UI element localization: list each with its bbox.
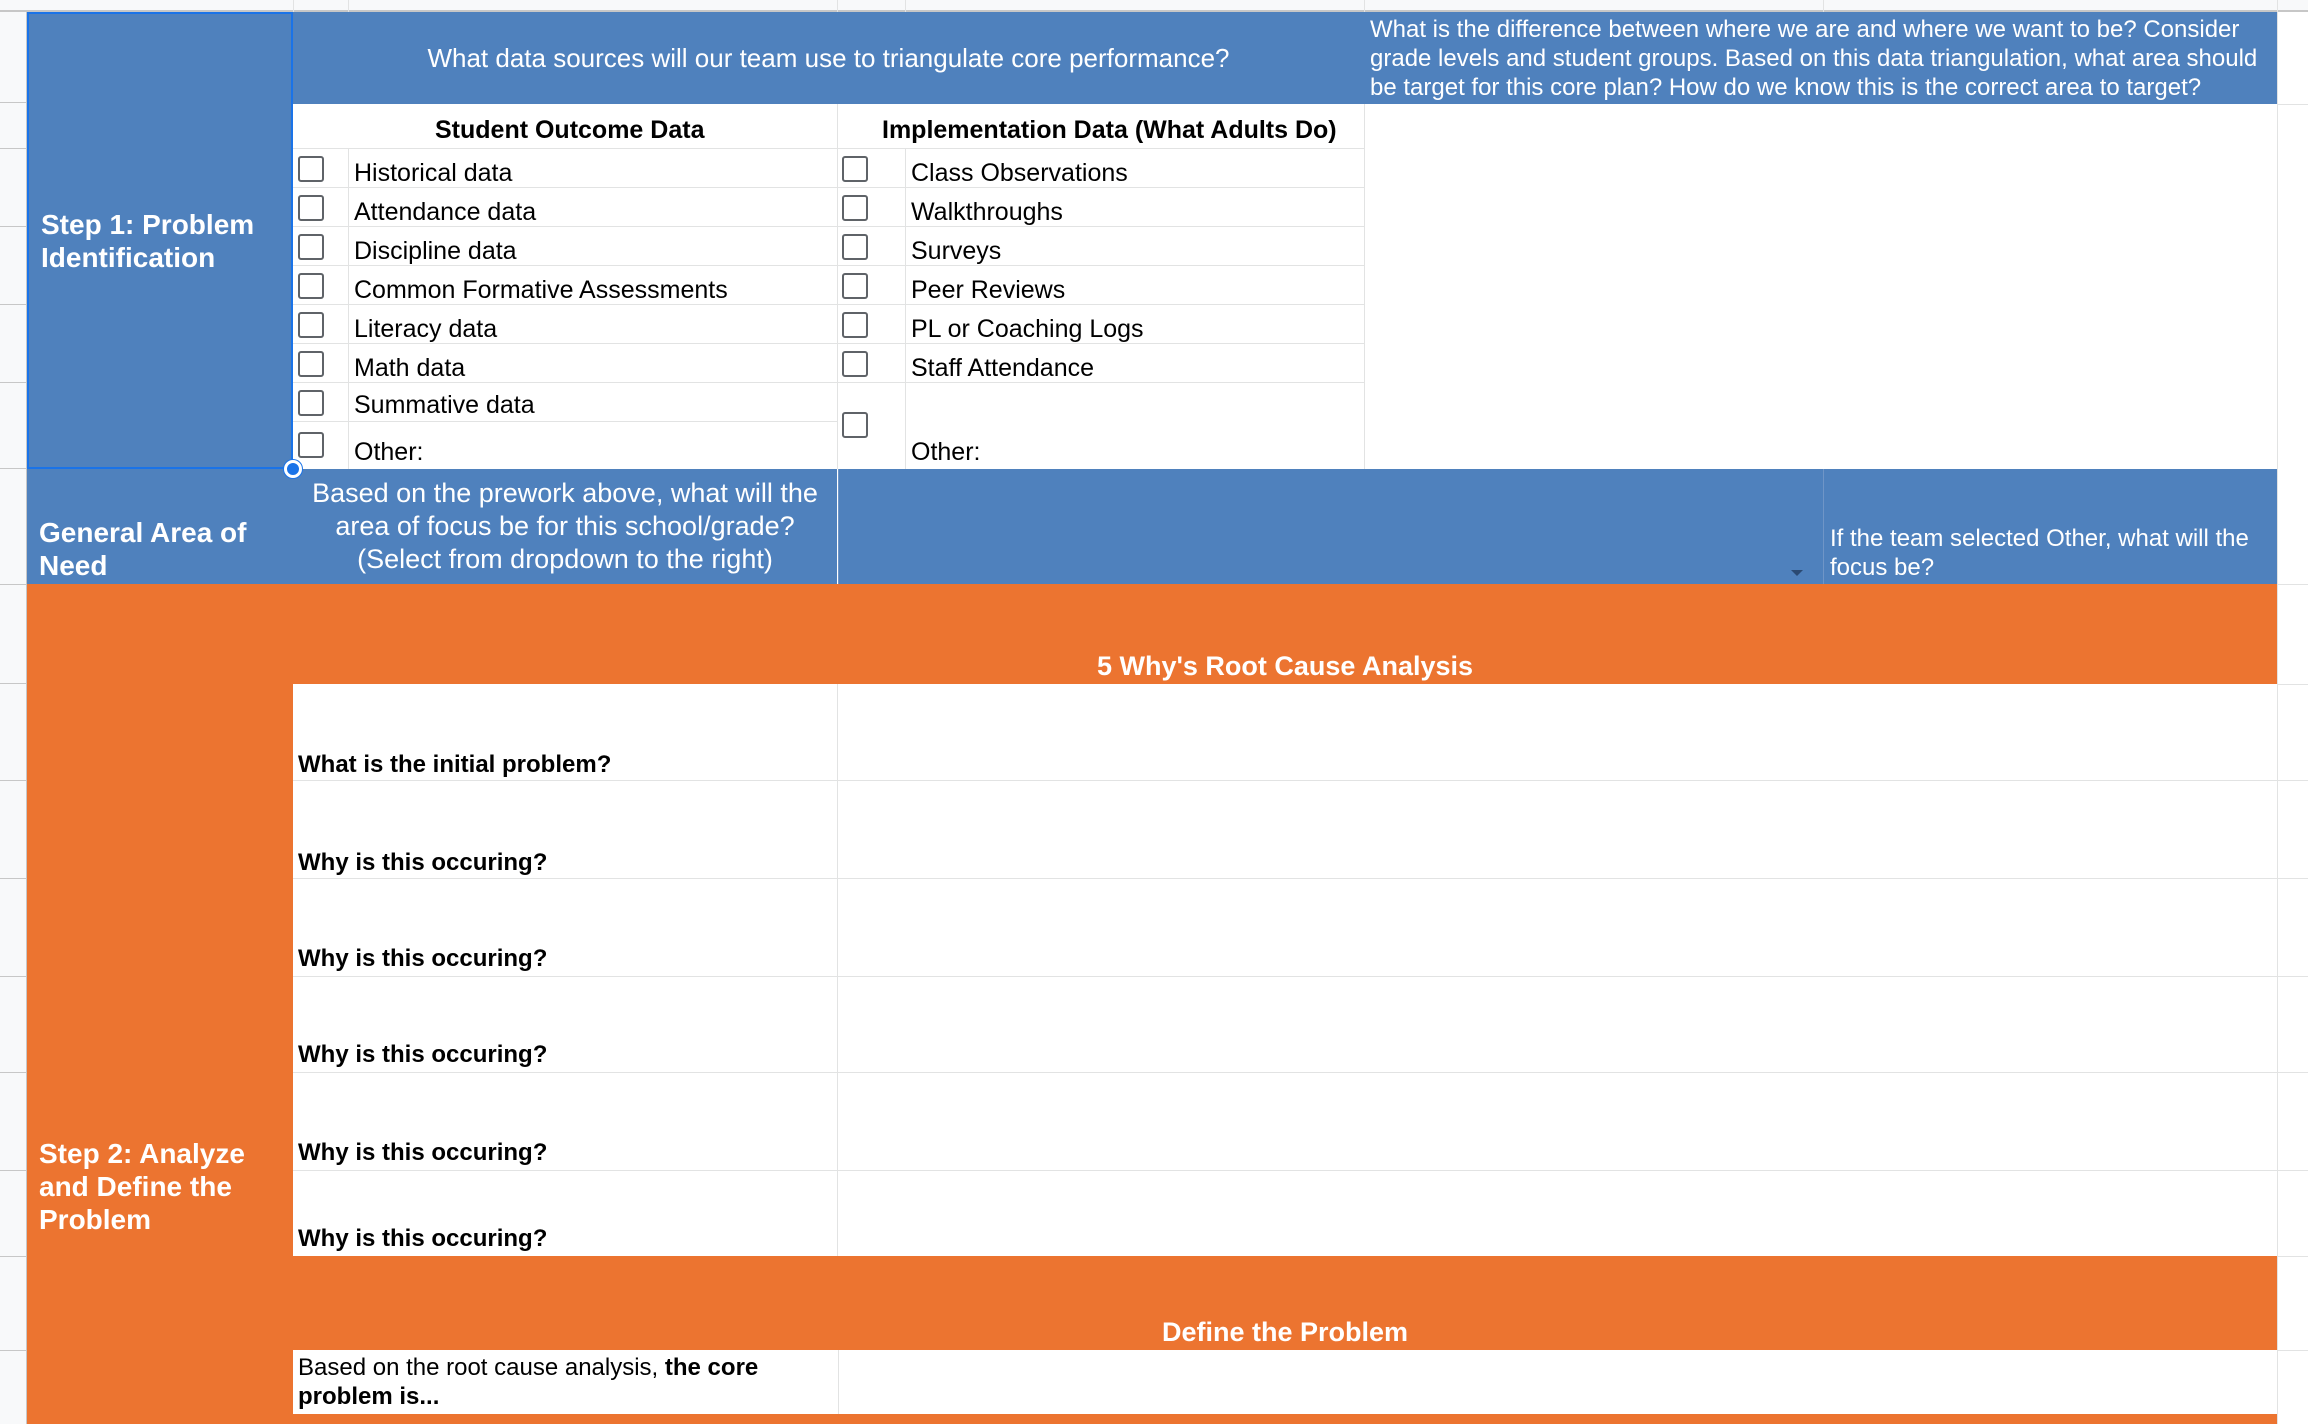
- checkbox-attendance[interactable]: [298, 195, 324, 221]
- gap-answer-cell[interactable]: [1364, 104, 2277, 469]
- define-answer-cell[interactable]: [838, 1350, 2277, 1414]
- item-attendance: Attendance data: [354, 198, 537, 226]
- row-gutter: [0, 0, 27, 1424]
- general-need-label: General Area of Need: [39, 517, 247, 581]
- checkbox-staff-attendance[interactable]: [842, 351, 868, 377]
- define-title-cell[interactable]: [293, 1256, 2277, 1350]
- rca-why-5: Why is this occuring?: [298, 1225, 548, 1252]
- step1-label: Step 1: Problem Identification: [41, 208, 255, 273]
- step1-label-cell[interactable]: [27, 12, 293, 469]
- frozen-row-strip: [0, 0, 2308, 12]
- rca-answer-5[interactable]: [838, 1171, 2277, 1256]
- checkbox-literacy[interactable]: [298, 312, 324, 338]
- data-sources-question-cell[interactable]: [293, 12, 1364, 104]
- rca-why-4: Why is this occuring?: [298, 1139, 548, 1166]
- item-coaching-logs: PL or Coaching Logs: [911, 315, 1144, 343]
- item-discipline: Discipline data: [354, 237, 517, 265]
- item-literacy: Literacy data: [354, 315, 498, 343]
- item-other-implementation: Other:: [911, 438, 981, 466]
- rca-why-3: Why is this occuring?: [298, 1041, 548, 1068]
- define-prompt-cell[interactable]: [293, 1350, 837, 1414]
- general-need-label-cell[interactable]: [27, 469, 293, 584]
- rca-answer-1[interactable]: [838, 781, 2277, 878]
- implementation-header: Implementation Data (What Adults Do): [882, 116, 1337, 144]
- gap-question-cell[interactable]: [1364, 12, 2277, 104]
- focus-prompt: Based on the prework above, what will the area of focus be for this school/grade? (Select from dropdown to the right): [312, 478, 818, 574]
- rca-answer-2[interactable]: [838, 879, 2277, 976]
- chevron-down-icon[interactable]: [1791, 570, 1803, 576]
- rca-initial-problem: What is the initial problem?: [298, 751, 612, 778]
- item-historical: Historical data: [354, 159, 513, 187]
- focus-dropdown[interactable]: [838, 469, 1823, 584]
- item-surveys: Surveys: [911, 237, 1002, 265]
- checkbox-summative[interactable]: [298, 390, 324, 416]
- item-math: Math data: [354, 354, 466, 382]
- define-title: Define the Problem: [1161, 1317, 1409, 1347]
- rca-answer-3[interactable]: [838, 977, 2277, 1072]
- rca-why-1: Why is this occuring?: [298, 849, 548, 876]
- checkbox-surveys[interactable]: [842, 234, 868, 260]
- item-staff-attendance: Staff Attendance: [911, 354, 1095, 382]
- gap-question: What is the difference between where we are and where we want to be? Consider grade levels and student groups. Based on this data triangulation, what area should be target for this core plan? How do we know this is the correct area to target?: [1370, 16, 2258, 101]
- step2-label: Step 2: Analyze and Define the Problem: [39, 1138, 245, 1235]
- step2-label-cell[interactable]: [27, 584, 293, 1424]
- student-outcome-header: Student Outcome Data: [435, 116, 705, 144]
- item-summative: Summative data: [354, 391, 535, 419]
- focus-prompt-cell[interactable]: [293, 469, 837, 584]
- rca-answer-initial[interactable]: [838, 684, 2277, 780]
- checkbox-peer-reviews[interactable]: [842, 273, 868, 299]
- item-class-observations: Class Observations: [911, 159, 1128, 187]
- checkbox-math[interactable]: [298, 351, 324, 377]
- checkbox-discipline[interactable]: [298, 234, 324, 260]
- define-prompt-prefix: Based on the root cause analysis,: [298, 1354, 665, 1381]
- data-sources-question: What data sources will our team use to triangulate core performance?: [427, 42, 1230, 73]
- rca-why-2: Why is this occuring?: [298, 945, 548, 972]
- rca-title: 5 Why's Root Cause Analysis: [1096, 651, 1474, 681]
- checkbox-historical[interactable]: [298, 156, 324, 182]
- other-focus-prompt: If the team selected Other, what will the focus be?: [1830, 525, 2249, 581]
- item-other-outcome: Other:: [354, 438, 424, 466]
- item-walkthroughs: Walkthroughs: [911, 198, 1063, 226]
- checkbox-cfa[interactable]: [298, 273, 324, 299]
- bottom-orange-strip: [293, 1414, 2277, 1424]
- selection-fill-handle[interactable]: [284, 460, 302, 478]
- item-peer-reviews: Peer Reviews: [911, 276, 1066, 304]
- checkbox-coaching-logs[interactable]: [842, 312, 868, 338]
- define-prompt-bold: the core problem is...: [298, 1354, 759, 1410]
- rca-title-cell[interactable]: [293, 584, 2277, 684]
- empty-column-right: [2277, 12, 2308, 1424]
- checkbox-walkthroughs[interactable]: [842, 195, 868, 221]
- checkbox-other-implementation[interactable]: [842, 412, 868, 438]
- rca-answer-4[interactable]: [838, 1073, 2277, 1170]
- checkbox-class-observations[interactable]: [842, 156, 868, 182]
- other-focus-prompt-cell[interactable]: [1823, 469, 2277, 584]
- checkbox-other-outcome[interactable]: [298, 432, 324, 458]
- item-cfa: Common Formative Assessments: [354, 276, 728, 304]
